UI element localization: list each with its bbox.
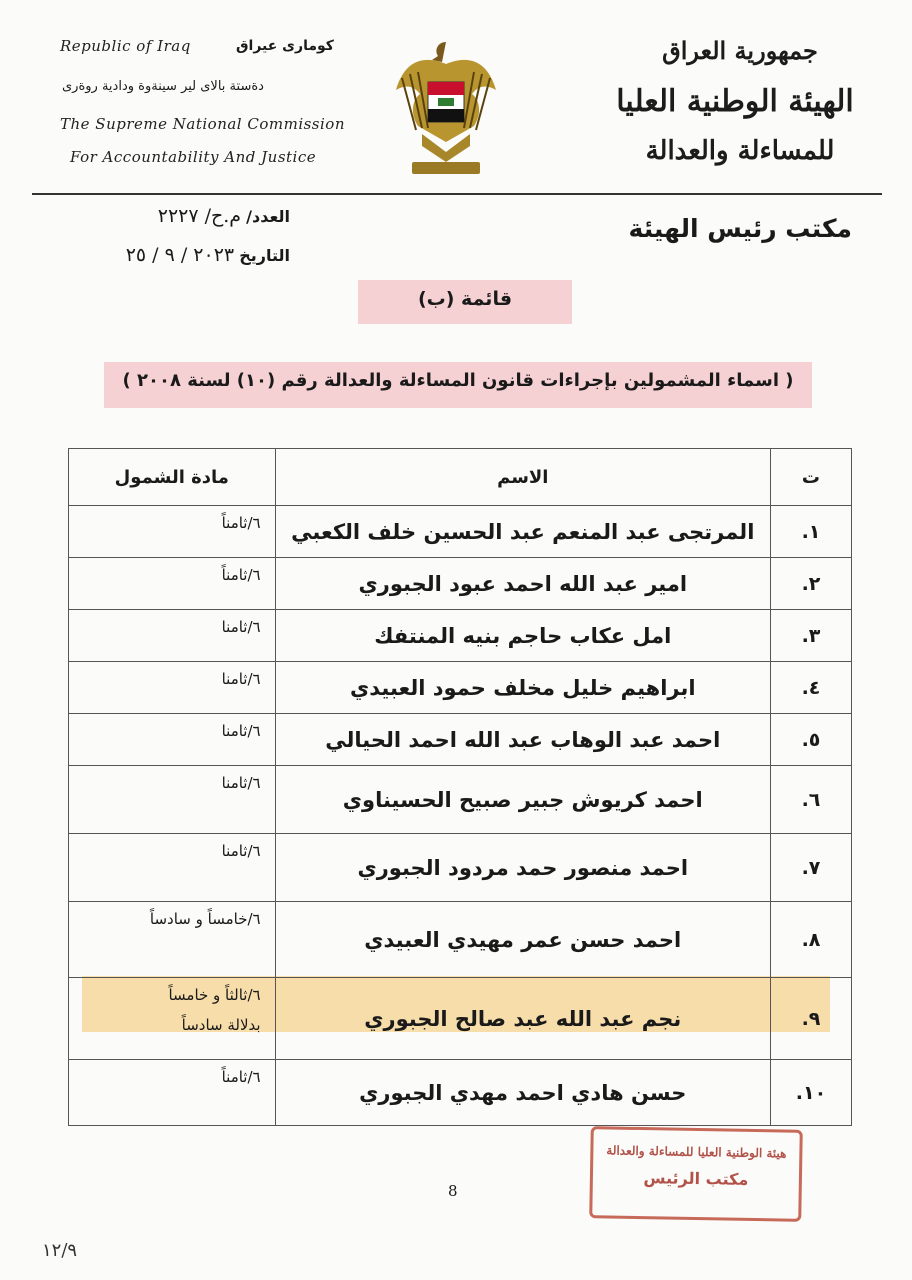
row-article-line1: ٦/ثالثاً و خامساً [168,986,261,1004]
header-article: مادة الشمول [69,449,276,506]
row-number: ٩. [770,978,851,1060]
row-article [69,978,276,1060]
row-article: ٦/ثامنا [69,714,276,766]
row-name: احمد حسن عمر مهيدي العبيدي [275,902,770,978]
row-number: ٢. [770,558,851,610]
office-stamp [589,1126,803,1222]
row-name: حسن هادي احمد مهدي الجبوري [275,1060,770,1126]
number-value: م.ح/ ٢٢٢٧ [157,205,242,227]
row-number: ٥. [770,714,851,766]
table-row [69,610,852,662]
row-article: ٦/ثامنا [69,766,276,834]
row-name: احمد منصور حمد مردود الجبوري [275,834,770,902]
header-num: ت [770,449,851,506]
row-name: نجم عبد الله عبد صالح الجبوري [275,978,770,1060]
republic-arabic: جمهورية العراق [662,36,818,65]
row-name: امير عبد الله احمد عبود الجبوري [275,558,770,610]
republic-kurdish: كوماری عیراق [236,38,334,54]
table-row [69,662,852,714]
row-article: ٦/ثامنا [69,834,276,902]
stamp-line1: هيئة الوطنية العليا للمساءلة والعدالة [606,1143,787,1161]
row-name: المرتجى عبد المنعم عبد الحسين خلف الكعبي [275,506,770,558]
row-name: احمد عبد الوهاب عبد الله احمد الحيالي [275,714,770,766]
reference-number [60,205,290,227]
row-article: ٦/ثامناً [69,506,276,558]
row-article: ٦/ثامنا [69,662,276,714]
row-name: احمد كريوش جبير صبيح الحسيناوي [275,766,770,834]
stamp-line2: مكتب الرئيس [643,1168,749,1189]
table-row [69,834,852,902]
table-row [69,506,852,558]
row-number: ٨. [770,902,851,978]
row-number: ٦. [770,766,851,834]
row-number: ١. [770,506,851,558]
commission-arabic-line1: الهيئة الوطنية العليا [616,84,854,119]
names-table [68,448,852,1126]
table-row [69,714,852,766]
date-label: التاريخ [239,246,290,265]
republic-english: Republic of Iraq [60,37,191,55]
table-row [69,978,852,1060]
table-row [69,766,852,834]
subtitle: ( اسماء المشمولين بإجراءات قانون المساءلة والعدالة رقم (١٠) لسنة ٢٠٠٨ ) [122,370,794,391]
row-article: ٦/ثامناً [69,1060,276,1126]
page-footer-note: ١٢/٩ [42,1240,78,1261]
row-name: امل عكاب حاجم بنيه المنتفك [275,610,770,662]
row-article: ٦/ثامناً [69,558,276,610]
commission-arabic-line2: للمساءلة والعدالة [645,136,835,166]
number-label: العدد/ [246,207,290,226]
commission-kurdish: دةستة بالای لیر سینةوة ودادیة روةری [62,79,264,94]
row-article: ٦/خامساً و سادساً [69,902,276,978]
row-article: ٦/ثامنا [69,610,276,662]
list-title: قائمة (ب) [417,288,513,310]
eagle-emblem-icon [392,34,500,178]
header-divider [32,193,882,195]
table-row [69,1060,852,1126]
row-name: ابراهيم خليل مخلف حمود العبيدي [275,662,770,714]
table-row [69,558,852,610]
row-number: ٣. [770,610,851,662]
header-name: الاسم [275,449,770,506]
commission-english-line2: For Accountability And Justice [70,148,317,166]
row-number: ٧. [770,834,851,902]
office-title: مكتب رئيس الهيئة [628,214,852,243]
row-number: ١٠. [770,1060,851,1126]
row-number: ٤. [770,662,851,714]
commission-english-line1: The Supreme National Commission [60,115,345,133]
table-row [69,902,852,978]
reference-date [60,244,290,266]
table-header-row [69,449,852,506]
page-number: 8 [448,1182,458,1200]
row-article-line2: بدلالة سادساً [181,1016,261,1034]
date-value: ٢٠٢٣ / ٩ / ٢٥ [125,244,235,266]
